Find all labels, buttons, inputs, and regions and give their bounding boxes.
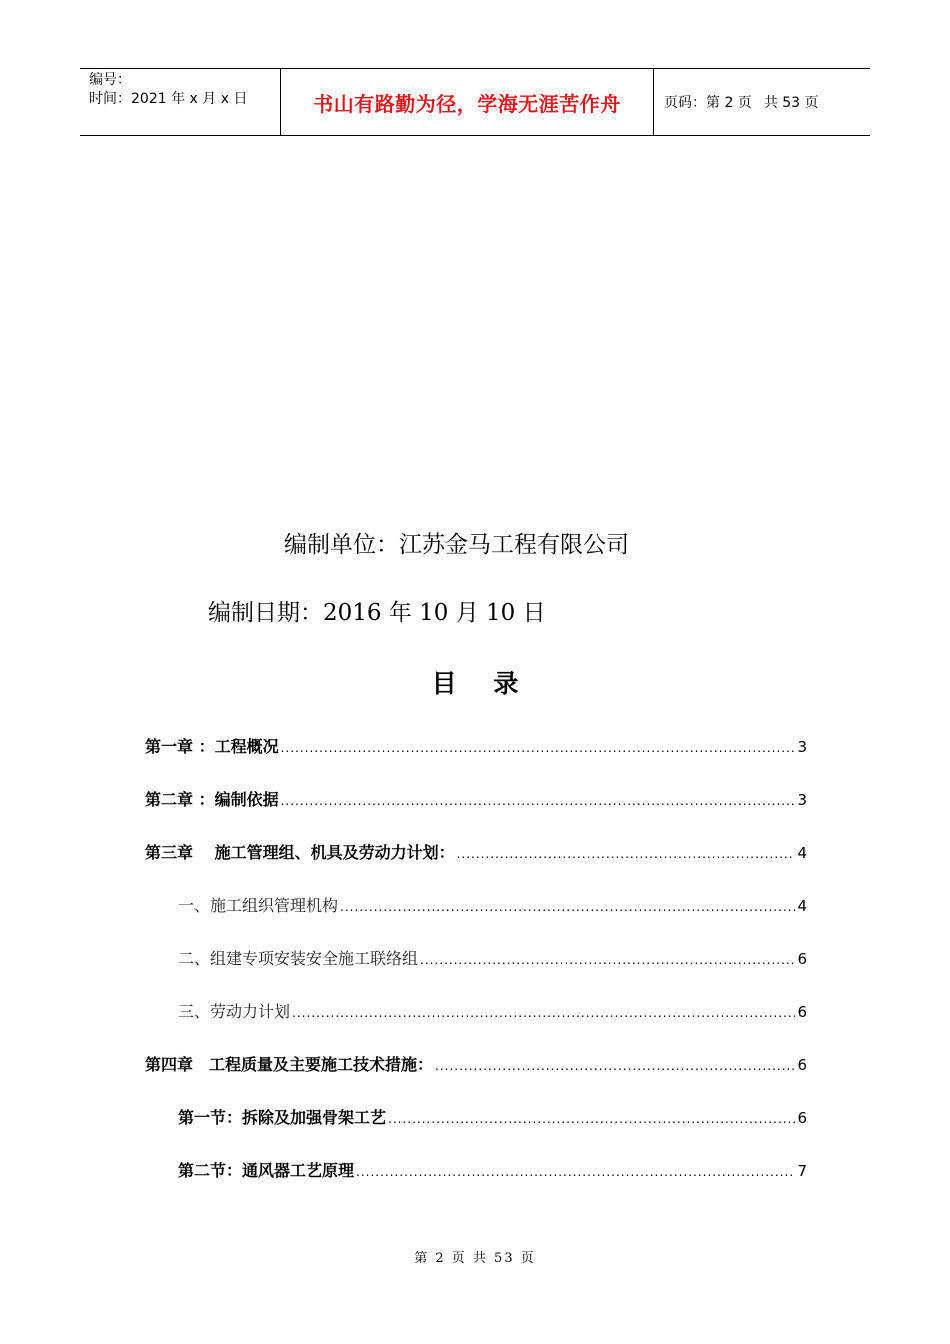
- compiling-date: 编制日期：2016 年 10 月 10 日: [208, 600, 546, 626]
- toc-item-section-4-1[interactable]: [145, 1105, 807, 1158]
- header-page-number: 页码：第 2 页: [664, 95, 752, 111]
- toc-item-label: 第四章 工程质量及主要施工技术措施：: [145, 1055, 434, 1074]
- page-header: [80, 68, 870, 136]
- toc-item-page: 3: [797, 791, 807, 809]
- toc-item-label: 第一节：拆除及加强骨架工艺: [178, 1108, 387, 1127]
- toc-leader-dots: [356, 1165, 795, 1179]
- toc-item-section-3-1[interactable]: [145, 893, 807, 946]
- toc-item-section-3-3[interactable]: [145, 999, 807, 1052]
- toc-item-chapter-4[interactable]: [145, 1052, 807, 1105]
- toc-leader-dots: [292, 1006, 795, 1020]
- toc-item-page: 6: [797, 950, 807, 968]
- toc-item-section-4-2[interactable]: [145, 1158, 807, 1211]
- toc-item-label: 三、劳动力计划: [178, 1002, 291, 1021]
- toc-leader-dots: [281, 794, 796, 808]
- toc-item-page: 3: [797, 738, 807, 756]
- toc-item-page: 4: [797, 897, 807, 915]
- toc-leader-dots: [340, 900, 795, 914]
- page-footer: 第 2 页 共 53 页: [414, 1251, 536, 1266]
- toc-item-section-3-2[interactable]: [145, 946, 807, 999]
- toc-leader-dots: [388, 1112, 795, 1126]
- toc-item-label: 第二节：通风器工艺原理: [178, 1161, 355, 1180]
- toc-item-page: 4: [797, 844, 807, 862]
- toc-item-chapter-3[interactable]: [145, 840, 807, 893]
- header-time: 时间：2021 年 x 月 x 日: [89, 91, 248, 107]
- toc-item-label: 第三章 施工管理组、机具及劳动力计划：: [145, 843, 455, 862]
- toc-leader-dots: [435, 1059, 795, 1073]
- toc-item-chapter-2[interactable]: [145, 787, 807, 840]
- toc-leader-dots: [281, 741, 796, 755]
- toc-item-page: 7: [797, 1162, 807, 1180]
- header-page-cell: [654, 69, 870, 135]
- toc-leader-dots: [457, 847, 796, 861]
- table-of-contents: [145, 734, 807, 1211]
- toc-item-label: 一、施工组织管理机构: [178, 896, 339, 915]
- toc-item-label: 第一章 ：工程概况: [145, 737, 279, 756]
- header-total-pages: 共 53 页: [763, 95, 819, 111]
- header-code: 编号：: [89, 72, 131, 88]
- toc-title: 目 录: [431, 669, 533, 698]
- toc-item-label: 第二章 ：编制依据: [145, 790, 279, 809]
- toc-item-page: 6: [797, 1056, 807, 1074]
- toc-item-page: 6: [797, 1003, 807, 1021]
- compiling-unit: 编制单位：江苏金马工程有限公司: [284, 532, 629, 558]
- header-meta-cell: [80, 69, 281, 135]
- toc-item-page: 6: [797, 1109, 807, 1127]
- toc-item-chapter-1[interactable]: [145, 734, 807, 787]
- toc-leader-dots: [420, 953, 795, 967]
- header-slogan: 书山有路勤为径，学海无涯苦作舟: [281, 69, 654, 135]
- toc-item-label: 二、组建专项安装安全施工联络组: [178, 949, 419, 968]
